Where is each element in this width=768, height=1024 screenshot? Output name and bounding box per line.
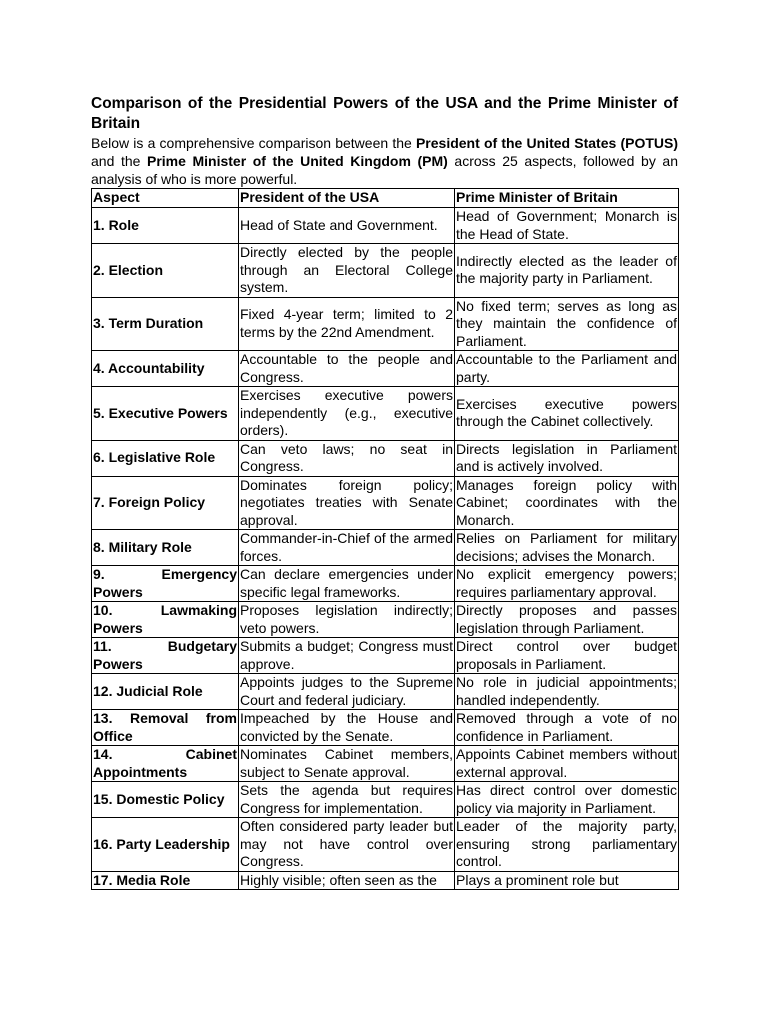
document-title: Comparison of the Presidential Powers of the USA and the Prime Minister of Britain	[91, 95, 678, 132]
row-aspect: 1. Role	[92, 208, 239, 244]
intro-text-3: across 25 aspects, followed by an analysis of who is more powerful.	[91, 153, 678, 187]
row-usa-cell: Head of State and Government.	[239, 208, 455, 244]
intro-potus: President of the United States (POTUS)	[415, 135, 678, 151]
row-aspect: 17. Media Role	[92, 871, 239, 890]
row-uk-cell: Directly proposes and passes legislation through Parliament.	[456, 602, 677, 636]
row-usa-cell: Commander-in-Chief of the armed forces.	[240, 530, 453, 564]
row-usa-cell: Exercises executive powers independently (e.g., executive orders).	[240, 387, 453, 438]
header-president-usa: President of the USA	[239, 189, 455, 208]
table-row	[92, 440, 679, 476]
header-aspect: Aspect	[92, 189, 239, 208]
row-uk-cell: Manages foreign policy with Cabinet; coordinates with the Monarch.	[456, 476, 677, 528]
header-prime-minister: Prime Minister of Britain	[455, 189, 679, 208]
row-uk-cell: Relies on Parliament for military decisions; advises the Monarch.	[456, 530, 677, 564]
row-uk-cell	[455, 871, 679, 890]
row-aspect: 14. Cabinet Appointments	[93, 746, 237, 780]
table-row	[92, 351, 679, 387]
row-usa-cell: Nominates Cabinet members, subject to Senate approval.	[240, 746, 453, 780]
row-usa-cell: Fixed 4-year term; limited to 2 terms by the 22nd Amendment.	[239, 297, 455, 351]
table-row	[92, 818, 679, 872]
row-uk-cell: Accountable to the Parliament and party.	[456, 351, 677, 385]
row-usa-cell: Can veto laws; no seat in Congress.	[240, 440, 453, 474]
row-aspect: 9. Emergency Powers	[93, 566, 237, 600]
table-row	[92, 746, 679, 782]
row-uk-cell: No role in judicial appointments; handled independently.	[456, 674, 677, 708]
intro-text-1: Below is a comprehensive comparison between the	[91, 135, 416, 151]
row-usa-cell: Dominates foreign policy; negotiates treaties with Senate approval.	[240, 476, 453, 528]
row-usa-cell: Can declare emergencies under specific legal frameworks.	[240, 566, 453, 600]
table-row	[92, 710, 679, 746]
row-uk-cell: Head of Government; Monarch is the Head of State.	[456, 208, 677, 242]
intro-pm: Prime Minister of the United Kingdom (PM)	[147, 153, 448, 169]
row-aspect: 13. Removal from Office	[93, 710, 237, 744]
table-row	[92, 782, 679, 818]
row-usa-cell: Submits a budget; Congress must approve.	[240, 638, 453, 672]
table-row	[92, 476, 679, 530]
table-row	[92, 387, 679, 441]
row-aspect: 16. Party Leadership	[92, 818, 239, 872]
row-uk-cell: Has direct control over domestic policy via majority in Parliament.	[456, 782, 677, 816]
row-aspect: 11. Budgetary Powers	[93, 638, 237, 672]
row-usa-cell: Sets the agenda but requires Congress for implementation.	[240, 782, 453, 816]
row-aspect: 6. Legislative Role	[92, 440, 239, 476]
row-aspect: 7. Foreign Policy	[92, 476, 239, 530]
document-page	[91, 94, 678, 890]
intro-paragraph	[91, 134, 678, 188]
row-usa-cell: Often considered party leader but may not have control over Congress.	[240, 818, 453, 869]
row-aspect: 15. Domestic Policy	[92, 782, 239, 818]
row-aspect: 4. Accountability	[92, 351, 239, 387]
row-uk-cell: Exercises executive powers through the Cabinet collectively.	[455, 387, 679, 441]
row-uk-cell: Removed through a vote of no confidence in Parliament.	[456, 710, 677, 744]
row-uk-cell: Direct control over budget proposals in Parliament.	[456, 638, 677, 672]
table-row	[92, 674, 679, 710]
table-row	[92, 638, 679, 674]
row-usa-text: Highly visible; often seen as the	[240, 871, 437, 888]
table-row	[92, 297, 679, 351]
row-aspect: 8. Military Role	[92, 530, 239, 566]
row-uk-cell: No fixed term; serves as long as they maintain the confidence of Parliament.	[456, 297, 677, 349]
row-uk-cell: Directs legislation in Parliament and is actively involved.	[456, 440, 677, 474]
row-uk-text: Plays a prominent role but	[456, 871, 619, 888]
row-aspect: 10. Lawmaking Powers	[93, 602, 237, 636]
row-uk-cell: Indirectly elected as the leader of the majority party in Parliament.	[455, 244, 679, 298]
table-header-row	[92, 189, 679, 208]
row-uk-cell: Appoints Cabinet members without external approval.	[456, 746, 677, 780]
row-aspect: 12. Judicial Role	[92, 674, 239, 710]
row-usa-cell: Impeached by the House and convicted by the Senate.	[240, 710, 453, 744]
table-row	[92, 871, 679, 890]
row-aspect: 3. Term Duration	[92, 297, 239, 351]
intro-text-2: and the	[91, 153, 147, 169]
table-row	[92, 602, 679, 638]
row-usa-cell	[239, 871, 455, 890]
row-usa-cell: Proposes legislation indirectly; veto powers.	[240, 602, 453, 636]
row-aspect: 5. Executive Powers	[92, 387, 239, 441]
row-usa-cell: Accountable to the people and Congress.	[240, 351, 453, 385]
comparison-table	[91, 188, 679, 890]
row-usa-cell: Directly elected by the people through an Electoral College system.	[240, 244, 453, 295]
row-uk-cell: Leader of the majority party, ensuring strong parliamentary control.	[456, 818, 677, 869]
table-row	[92, 530, 679, 566]
table-row	[92, 566, 679, 602]
table-row	[92, 244, 679, 298]
row-usa-cell: Appoints judges to the Supreme Court and federal judiciary.	[240, 674, 453, 708]
table-row	[92, 208, 679, 244]
row-aspect: 2. Election	[92, 244, 239, 298]
row-uk-cell: No explicit emergency powers; requires parliamentary approval.	[456, 566, 677, 600]
